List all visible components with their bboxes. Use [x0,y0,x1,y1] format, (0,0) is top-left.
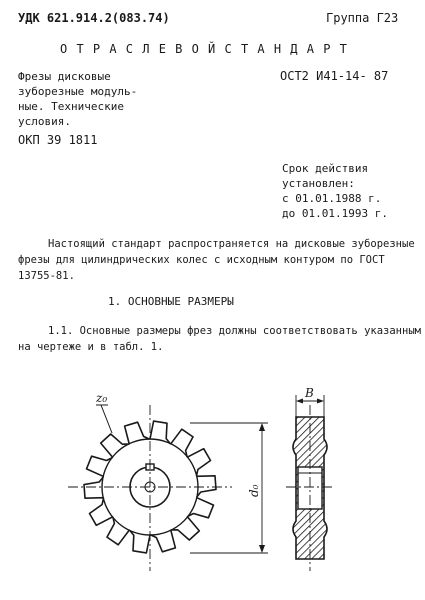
diameter-arrow-bottom [259,545,265,553]
title-line-1: Фрезы дисковые [18,70,111,83]
clause-line-1: 1.1. Основные размеры фрез должны соответствовать указанным [48,325,421,337]
width-label: B [305,386,314,400]
standard-type: О Т Р А С Л Е В О Й С Т А Н Д А Р Т [60,42,348,56]
width-arrow-left [296,399,303,404]
teeth-leader-line [101,405,112,433]
cutter-front-view [68,405,232,571]
validity-line-2: установлен: [282,177,355,190]
okp-code: ОКП 39 1811 [18,133,98,147]
cutter-drawing [0,375,425,600]
udk-code: УДК 621.914.2(083.74) [18,11,170,25]
clause-line-2: на чертеже и в табл. 1. [18,341,164,353]
teeth-count-label: z₀ [96,391,108,405]
group-code: Группа Г23 [326,11,399,25]
title-line-4: условия. [18,115,71,128]
width-arrow-right [317,399,324,404]
validity-line-3: с 01.01.1988 г. [282,192,382,205]
validity-line-1: Срок действия [282,162,369,175]
intro-line-2: фрезы для цилиндрических колес с исходным контуром по ГОСТ [18,254,385,266]
intro-line-1: Настоящий стандарт распространяется на дисковые зуборезные [48,238,415,250]
cutter-side-view [286,405,334,571]
diameter-label: d₀ [247,484,261,497]
section-title: 1. ОСНОВНЫЕ РАЗМЕРЫ [108,295,234,308]
validity-line-4: до 01.01.1993 г. [282,207,388,220]
ost-number: ОСТ2 И41-14- 87 [280,69,389,83]
intro-line-3: 13755-81. [18,270,75,282]
diameter-arrow-top [259,423,265,431]
title-line-3: ные. Технические [18,100,124,113]
title-line-2: зуборезные модуль- [18,85,138,98]
